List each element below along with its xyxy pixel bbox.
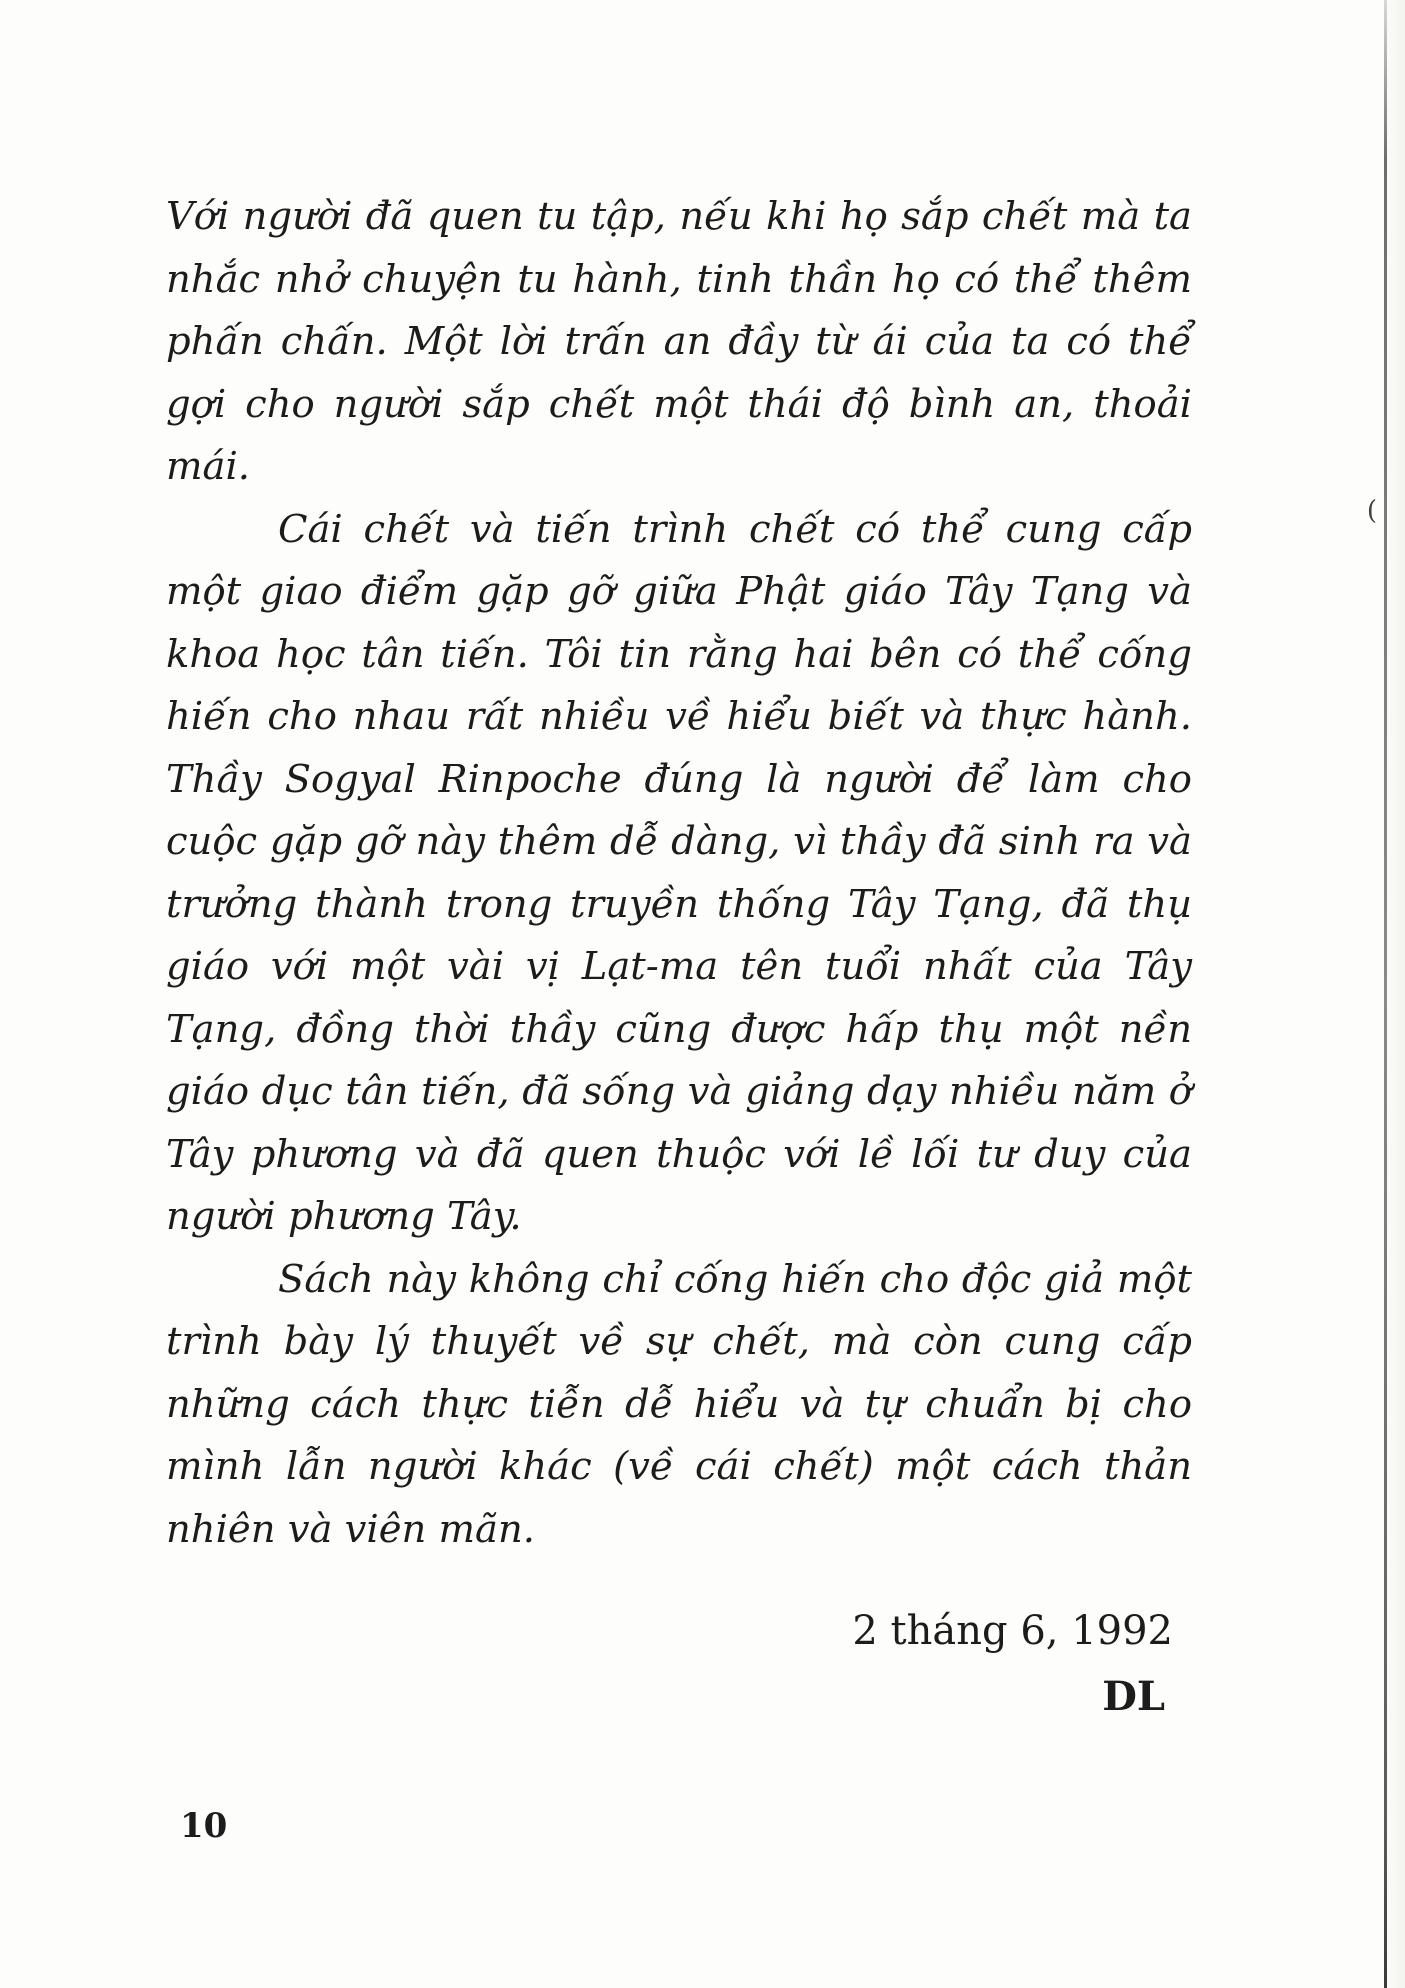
paragraph-3: Sách này không chỉ cống hiến cho độc giả một trình bày lý thuyết về sự chết, mà còn cung cấp những cách thực tiễn dễ hiểu và tự chuẩn bị cho mình lẫn người khác (về cái chết) một cách thản nhiên và viên mãn. bbox=[166, 1256, 1192, 1552]
page-number: 10 bbox=[180, 1806, 228, 1846]
paragraph-1: Với người đã quen tu tập, nếu khi họ sắp chết mà ta nhắc nhở chuyện tu hành, tinh thần họ có thể thêm phấn chấn. Một lời trấn an đầy từ ái của ta có thể gợi cho người sắp chết một thái độ bình an, thoải mái. bbox=[166, 194, 1192, 489]
edge-mark: ( bbox=[1366, 496, 1377, 526]
scan-margin bbox=[1387, 0, 1405, 1988]
signature-block bbox=[852, 1598, 1173, 1730]
paragraph-2: Cái chết và tiến trình chết có thể cung cấp một giao điểm gặp gỡ giữa Phật giáo Tây Tạng và khoa học tân tiến. Tôi tin rằng hai bên có thể cống hiến cho nhau rất nhiều về hiểu biết và thực hành. Thầy Sogyal Rinpoche đúng là người để làm cho cuộc gặp gỡ này thêm dễ dàng, vì thầy đã sinh ra và trưởng thành trong truyền thống Tây Tạng, đã thụ giáo với một vài vị Lạt-ma tên tuổi nhất của Tây Tạng, đồng thời thầy cũng được hấp thụ một nền giáo dục tân tiến, đã sống và giảng dạy nhiều năm ở Tây phương và đã quen thuộc với lề lối tư duy của người phương Tây. bbox=[166, 506, 1192, 1239]
signature-initials: DL bbox=[1102, 1673, 1165, 1720]
signature-date: 2 tháng 6, 1992 bbox=[852, 1608, 1173, 1654]
body-text bbox=[166, 186, 1192, 1561]
page-edge-line bbox=[1384, 0, 1387, 1988]
